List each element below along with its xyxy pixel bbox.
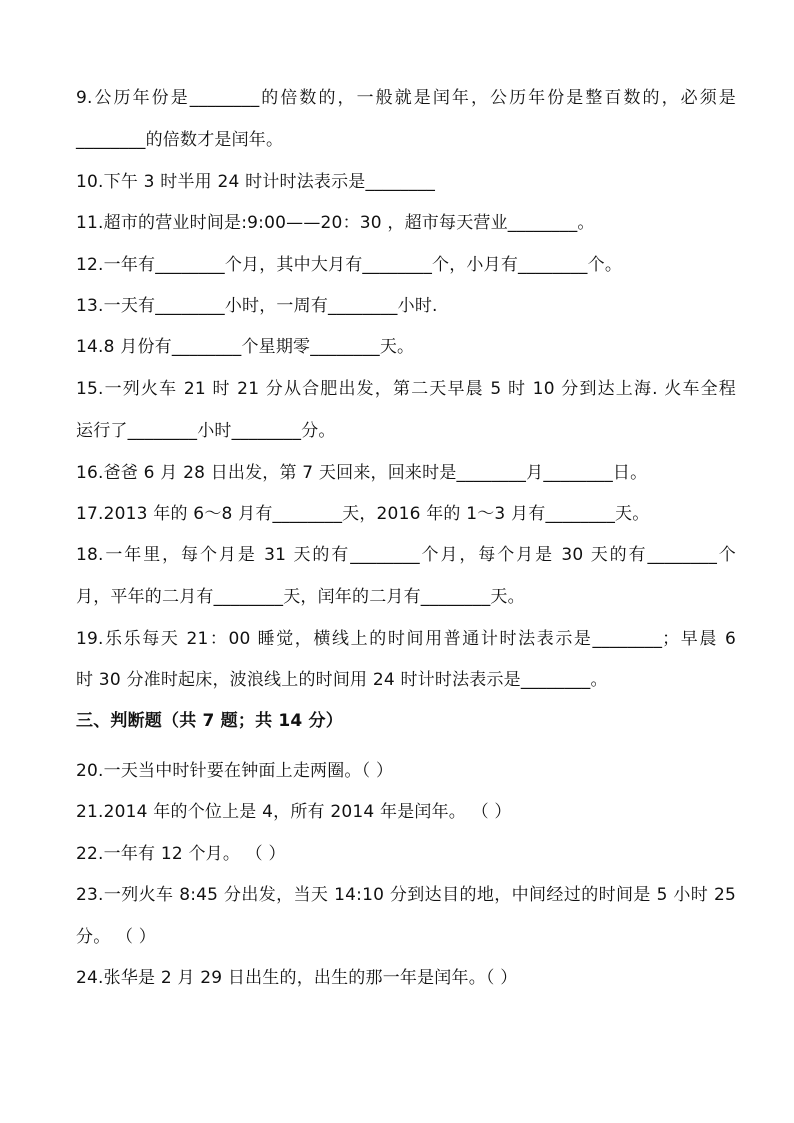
question-19-line-2: 时 30 分准时起床，波浪线上的时间用 24 时计时法表示是________。 [76, 670, 608, 690]
section-heading-judgment: 三、判断题（共 7 题；共 14 分） [76, 711, 343, 731]
question-18-line-2: 月，平年的二月有________天，闰年的二月有________天。 [76, 587, 525, 607]
question-15-line-2: 运行了________小时________分。 [76, 421, 336, 441]
question-20: 20.一天当中时针要在钟面上走两圈。（ ） [76, 761, 394, 781]
question-14: 14.8 月份有________个星期零________天。 [76, 337, 415, 357]
question-15-line-1: 15.一列火车 21 时 21 分从合肥出发，第二天早晨 5 时 10 分到达上海. 火车全程 [76, 379, 736, 399]
question-23-line-2: 分。 （ ） [76, 927, 157, 947]
question-18-line-1: 18.一年里，每个月是 31 天的有________个月，每个月是 30 天的有________个 [76, 545, 736, 565]
question-19-line-1: 19.乐乐每天 21：00 睡觉，横线上的时间用普通计时法表示是________；早晨 6 [76, 629, 736, 649]
question-9-line-1: 9.公历年份是________的倍数的，一般就是闰年，公历年份是整百数的，必须是 [76, 88, 736, 108]
question-17: 17.2013 年的 6～8 月有________天，2016 年的 1～3 月有________天。 [76, 504, 650, 524]
question-16: 16.爸爸 6 月 28 日出发，第 7 天回来，回来时是________月________日。 [76, 463, 648, 483]
question-21: 21.2014 年的个位上是 4，所有 2014 年是闰年。 （ ） [76, 802, 512, 822]
question-13: 13.一天有________小时，一周有________小时. [76, 296, 438, 316]
question-22: 22.一年有 12 个月。 （ ） [76, 844, 286, 864]
question-12: 12.一年有________个月，其中大月有________个，小月有________个。 [76, 255, 623, 275]
question-11: 11.超市的营业时间是:9:00——20：30 ，超市每天营业________。 [76, 213, 595, 233]
question-9-line-2: ________的倍数才是闰年。 [76, 130, 284, 150]
question-10: 10.下午 3 时半用 24 时计时法表示是________ [76, 172, 436, 192]
question-24: 24.张华是 2 月 29 日出生的，出生的那一年是闰年。（ ） [76, 968, 518, 988]
question-23-line-1: 23.一列火车 8:45 分出发，当天 14:10 分到达目的地，中间经过的时间是 5 小时 25 [76, 885, 736, 905]
